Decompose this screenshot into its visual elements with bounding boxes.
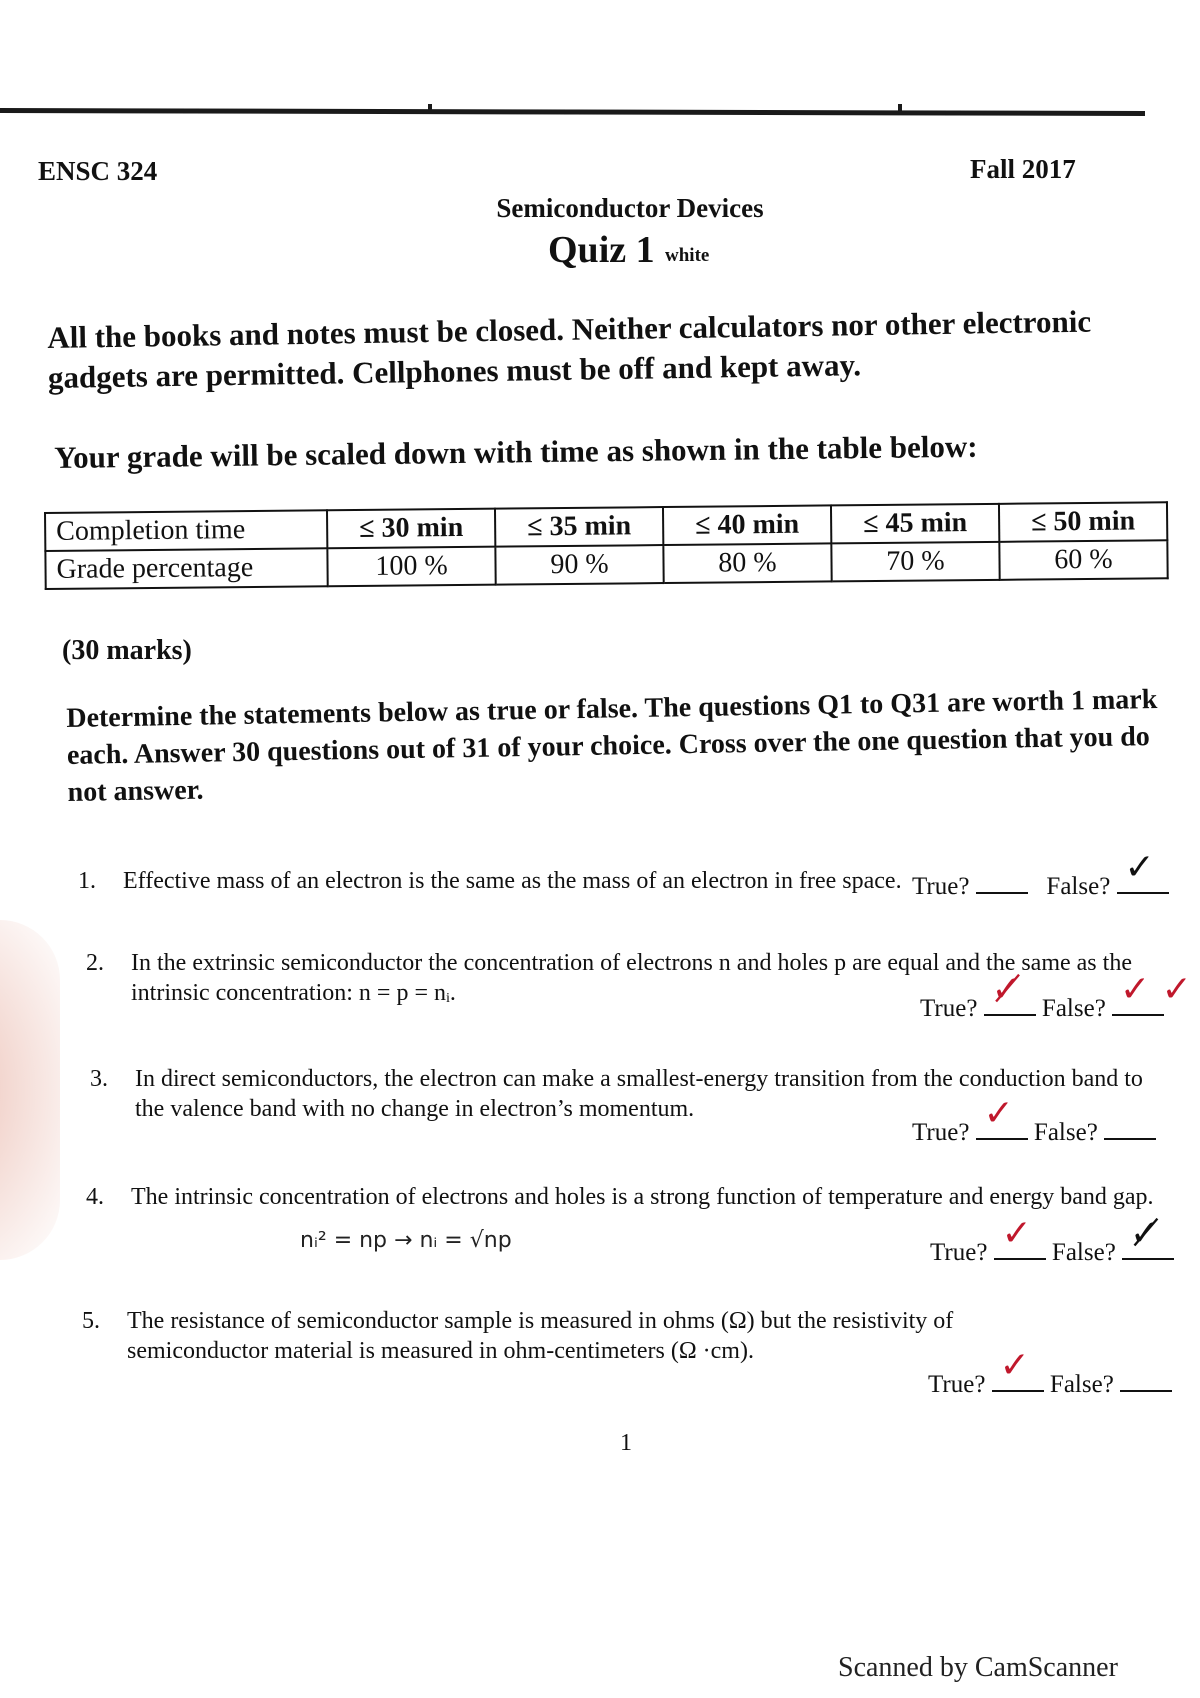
table-cell: 70 % [831,542,999,582]
table-cell: ≤ 45 min [831,504,999,544]
handwritten-mark: ✓ [999,1345,1030,1386]
false-label: False? [1051,1239,1116,1266]
scanner-watermark: Scanned by CamScanner [838,1652,1118,1683]
grade-scale-note: Your grade will be scaled down with time as shown in the table below: [54,428,978,475]
table-cell: ≤ 30 min [327,509,495,549]
table-cell: 60 % [999,540,1167,580]
false-answer-blank[interactable] [1117,847,1169,894]
answer-line-2 [920,969,1192,1023]
false-answer-blank[interactable] [1112,969,1192,1016]
false-label: False? [1049,1371,1114,1398]
term: Fall 2017 [970,154,1076,184]
answer-line-5 [928,1345,1172,1399]
rule-tick [428,104,432,114]
quiz-version-tag: white [665,245,710,266]
handwritten-mark: ✓̸ [991,969,1022,1010]
subject-title: Semiconductor Devices [496,193,764,223]
total-marks: (30 marks) [62,635,192,666]
answer-line-4 [930,1213,1174,1267]
true-label: True? [928,1371,986,1398]
question-number: 2. [86,950,104,976]
table-cell: ≤ 50 min [999,502,1167,542]
top-rule-line [0,108,1145,116]
question-number: 1. [78,868,96,894]
true-answer-blank[interactable] [994,1213,1046,1260]
row-header: Completion time [45,510,327,551]
finger-shadow [0,920,60,1260]
handwritten-formula: nᵢ² = np → nᵢ = √np [300,1228,512,1253]
table-cell: 90 % [495,545,663,585]
question-text: The resistance of semiconductor sample is measured in ohms (Ω) but the resistivity of semiconductor material is measured in ohm-centimeters (Ω ·cm). [127,1308,954,1364]
handwritten-mark: ✓ [983,1093,1014,1134]
handwritten-mark: ✓ [1124,847,1155,888]
answer-line-3 [912,1093,1156,1147]
question-number: 3. [90,1066,108,1092]
true-label: True? [930,1239,988,1266]
true-label: True? [912,1119,970,1146]
question-text: In direct semiconductors, the electron can make a smallest-energy transition from the conduction band to the valence band with no change in electron’s momentum. [135,1066,1143,1122]
grade-scale-table [44,501,1169,590]
question-number: 4. [86,1184,104,1210]
true-label: True? [920,995,978,1022]
rule-tick [898,104,902,114]
question-number: 5. [82,1308,100,1334]
exam-rules: All the books and notes must be closed. Neither calculators nor other electronic gadgets are permitted. Cellphones must be off and kept away. [47,303,1092,395]
question-text: In the extrinsic semiconductor the concentration of electrons n and holes p are equal and the same as the intrinsic concentration: n = p = nᵢ. [131,950,1132,1006]
false-answer-blank[interactable] [1122,1213,1174,1260]
false-label: False? [1046,873,1111,900]
handwritten-mark: ✓̸ [1130,1213,1161,1254]
course-code: ENSC 324 [38,156,158,186]
table-cell: ≤ 40 min [663,505,831,545]
quiz-title: Quiz 1 [548,229,655,271]
false-label: False? [1041,995,1106,1022]
true-answer-blank[interactable] [976,1093,1028,1140]
false-label: False? [1033,1119,1098,1146]
instructions: Determine the statements below as true or false. The questions Q1 to Q31 are worth 1 mark each. Answer 30 questions out of 31 of your choice. Cross over the one question that you do not answer. [66,683,1158,808]
question-text: Effective mass of an electron is the same as the mass of an electron in free space. [123,868,902,894]
false-answer-blank[interactable] [1104,1116,1156,1140]
true-label: True? [912,873,970,900]
page-number: 1 [620,1430,632,1456]
answer-line-1 [912,847,1169,901]
handwritten-mark: ✓ ✓ [1120,969,1192,1010]
row-header: Grade percentage [45,548,327,589]
table-cell: 100 % [327,547,495,587]
true-answer-blank[interactable] [992,1345,1044,1392]
handwritten-mark: ✓ [1001,1213,1032,1254]
false-answer-blank[interactable] [1120,1368,1172,1392]
table-cell: 80 % [663,543,831,583]
question-text: The intrinsic concentration of electrons and holes is a strong function of temperature and energy band gap. [131,1184,1154,1210]
true-answer-blank[interactable] [976,870,1028,894]
table-cell: ≤ 35 min [495,507,663,547]
true-answer-blank[interactable] [984,969,1036,1016]
